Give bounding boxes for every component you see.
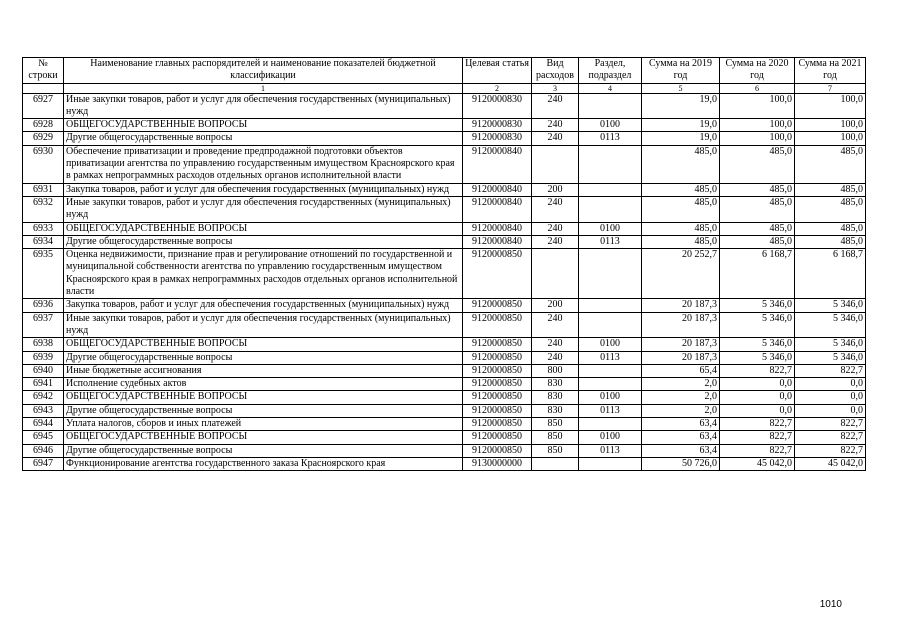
expense-type-cell: 240: [532, 312, 579, 338]
target-article-cell: 9120000830: [463, 132, 532, 145]
sum-2020-cell: 822,7: [720, 444, 795, 457]
row-number-cell: 6929: [23, 132, 64, 145]
sum-2019-cell: 65,4: [642, 364, 720, 377]
expense-type-cell: [532, 249, 579, 299]
sum-2021-cell: 822,7: [795, 364, 866, 377]
table-row: [23, 338, 866, 351]
target-article-cell: 9120000850: [463, 364, 532, 377]
sum-2020-cell: 5 346,0: [720, 338, 795, 351]
col-header-exptype: Вид расходов: [532, 58, 579, 84]
sum-2020-cell: 5 346,0: [720, 351, 795, 364]
sum-2021-cell: 5 346,0: [795, 338, 866, 351]
expense-type-cell: 240: [532, 351, 579, 364]
row-number-cell: 6943: [23, 404, 64, 417]
sum-2019-cell: 485,0: [642, 183, 720, 196]
section-cell: [579, 378, 642, 391]
sum-2020-cell: 822,7: [720, 431, 795, 444]
sum-2019-cell: 20 187,3: [642, 312, 720, 338]
expense-type-cell: 850: [532, 418, 579, 431]
target-article-cell: 9120000830: [463, 93, 532, 119]
column-number-row: [23, 83, 866, 93]
row-name-cell: Другие общегосударственные вопросы: [64, 132, 463, 145]
row-number-cell: 6944: [23, 418, 64, 431]
sum-2020-cell: 100,0: [720, 93, 795, 119]
sum-2019-cell: 63,4: [642, 444, 720, 457]
sum-2020-cell: 5 346,0: [720, 312, 795, 338]
header-row: [23, 58, 866, 84]
section-cell: [579, 145, 642, 183]
row-name-cell: Оценка недвижимости, признание прав и регулирование отношений по государственной и муниципальной собственности агентства по управлению государственным имуществом Красноярского края в рамках непрограммных расходов отдельных органов исполнительной власти: [64, 249, 463, 299]
table-row: [23, 249, 866, 299]
sum-2021-cell: 5 346,0: [795, 299, 866, 312]
sum-2019-cell: 2,0: [642, 404, 720, 417]
sum-2019-cell: 485,0: [642, 196, 720, 222]
row-number-cell: 6945: [23, 431, 64, 444]
sum-2021-cell: 5 346,0: [795, 312, 866, 338]
sum-2021-cell: 0,0: [795, 378, 866, 391]
row-number-cell: 6930: [23, 145, 64, 183]
target-article-cell: 9120000840: [463, 196, 532, 222]
section-cell: 0100: [579, 391, 642, 404]
sum-2020-cell: 100,0: [720, 132, 795, 145]
sum-2021-cell: 100,0: [795, 93, 866, 119]
sum-2021-cell: 0,0: [795, 391, 866, 404]
column-number: 6: [720, 83, 795, 93]
row-number-cell: 6938: [23, 338, 64, 351]
sum-2020-cell: 822,7: [720, 418, 795, 431]
sum-2021-cell: 6 168,7: [795, 249, 866, 299]
expense-type-cell: 850: [532, 444, 579, 457]
col-header-sum-2021: Сумма на 2021 год: [795, 58, 866, 84]
col-header-target: Целевая статья: [463, 58, 532, 84]
table-row: [23, 364, 866, 377]
sum-2021-cell: 100,0: [795, 132, 866, 145]
section-cell: [579, 183, 642, 196]
table-row: [23, 183, 866, 196]
row-name-cell: Закупка товаров, работ и услуг для обеспечения государственных (муниципальных) нужд: [64, 183, 463, 196]
row-name-cell: Другие общегосударственные вопросы: [64, 444, 463, 457]
target-article-cell: 9120000850: [463, 431, 532, 444]
target-article-cell: 9120000850: [463, 249, 532, 299]
table-row: [23, 351, 866, 364]
expense-type-cell: [532, 145, 579, 183]
row-name-cell: ОБЩЕГОСУДАРСТВЕННЫЕ ВОПРОСЫ: [64, 119, 463, 132]
sum-2019-cell: 20 187,3: [642, 338, 720, 351]
target-article-cell: 9120000830: [463, 119, 532, 132]
column-number: 1: [64, 83, 463, 93]
budget-table: [22, 57, 866, 471]
sum-2019-cell: 20 252,7: [642, 249, 720, 299]
table-row: [23, 378, 866, 391]
sum-2021-cell: 485,0: [795, 235, 866, 248]
section-cell: [579, 249, 642, 299]
expense-type-cell: 200: [532, 299, 579, 312]
sum-2019-cell: 19,0: [642, 132, 720, 145]
target-article-cell: 9120000850: [463, 391, 532, 404]
table-row: [23, 132, 866, 145]
expense-type-cell: 830: [532, 404, 579, 417]
sum-2019-cell: 63,4: [642, 431, 720, 444]
expense-type-cell: 240: [532, 93, 579, 119]
row-name-cell: Иные закупки товаров, работ и услуг для обеспечения государственных (муниципальных) нужд: [64, 196, 463, 222]
row-name-cell: Обеспечение приватизации и проведение предпродажной подготовки объектов приватизации агентства по управлению государственным имуществом Красноярского края в рамках непрограммных расходов отдельных органов исполнительной власти: [64, 145, 463, 183]
expense-type-cell: 240: [532, 235, 579, 248]
table-row: [23, 196, 866, 222]
row-number-cell: 6947: [23, 457, 64, 470]
page-number: 1010: [819, 599, 842, 610]
column-number: 2: [463, 83, 532, 93]
col-header-sum-2020: Сумма на 2020 год: [720, 58, 795, 84]
section-cell: [579, 196, 642, 222]
target-article-cell: 9120000850: [463, 378, 532, 391]
row-name-cell: ОБЩЕГОСУДАРСТВЕННЫЕ ВОПРОСЫ: [64, 391, 463, 404]
row-name-cell: Другие общегосударственные вопросы: [64, 351, 463, 364]
expense-type-cell: 240: [532, 338, 579, 351]
row-number-cell: 6941: [23, 378, 64, 391]
row-name-cell: ОБЩЕГОСУДАРСТВЕННЫЕ ВОПРОСЫ: [64, 338, 463, 351]
row-name-cell: ОБЩЕГОСУДАРСТВЕННЫЕ ВОПРОСЫ: [64, 222, 463, 235]
sum-2019-cell: 19,0: [642, 93, 720, 119]
section-cell: [579, 312, 642, 338]
expense-type-cell: 200: [532, 183, 579, 196]
section-cell: 0100: [579, 119, 642, 132]
expense-type-cell: [532, 457, 579, 470]
target-article-cell: 9120000840: [463, 145, 532, 183]
section-cell: 0100: [579, 222, 642, 235]
sum-2019-cell: 20 187,3: [642, 351, 720, 364]
row-number-cell: 6940: [23, 364, 64, 377]
sum-2021-cell: 5 346,0: [795, 351, 866, 364]
target-article-cell: 9120000850: [463, 444, 532, 457]
table-row: [23, 457, 866, 470]
row-name-cell: Иные бюджетные ассигнования: [64, 364, 463, 377]
target-article-cell: 9120000850: [463, 299, 532, 312]
table-row: [23, 145, 866, 183]
row-name-cell: Уплата налогов, сборов и иных платежей: [64, 418, 463, 431]
section-cell: [579, 457, 642, 470]
table-row: [23, 93, 866, 119]
sum-2020-cell: 485,0: [720, 222, 795, 235]
row-name-cell: Функционирование агентства государственного заказа Красноярского края: [64, 457, 463, 470]
row-name-cell: Иные закупки товаров, работ и услуг для обеспечения государственных (муниципальных) нужд: [64, 312, 463, 338]
row-number-cell: 6928: [23, 119, 64, 132]
section-cell: 0100: [579, 338, 642, 351]
sum-2020-cell: 0,0: [720, 404, 795, 417]
sum-2020-cell: 5 346,0: [720, 299, 795, 312]
column-number: 3: [532, 83, 579, 93]
table-row: [23, 431, 866, 444]
section-cell: 0113: [579, 404, 642, 417]
col-header-name: Наименование главных распорядителей и наименование показателей бюджетной классификации: [64, 58, 463, 84]
sum-2021-cell: 100,0: [795, 119, 866, 132]
column-number: 4: [579, 83, 642, 93]
sum-2021-cell: 485,0: [795, 196, 866, 222]
section-cell: [579, 93, 642, 119]
table-row: [23, 222, 866, 235]
sum-2019-cell: 485,0: [642, 222, 720, 235]
row-number-cell: 6932: [23, 196, 64, 222]
row-number-cell: 6931: [23, 183, 64, 196]
sum-2021-cell: 822,7: [795, 444, 866, 457]
sum-2021-cell: 822,7: [795, 418, 866, 431]
table-row: [23, 299, 866, 312]
row-name-cell: ОБЩЕГОСУДАРСТВЕННЫЕ ВОПРОСЫ: [64, 431, 463, 444]
col-header-sum-2019: Сумма на 2019 год: [642, 58, 720, 84]
target-article-cell: 9130000000: [463, 457, 532, 470]
section-cell: [579, 418, 642, 431]
section-cell: 0113: [579, 132, 642, 145]
table-row: [23, 404, 866, 417]
row-name-cell: Исполнение судебных актов: [64, 378, 463, 391]
row-number-cell: 6942: [23, 391, 64, 404]
sum-2019-cell: 63,4: [642, 418, 720, 431]
expense-type-cell: 800: [532, 364, 579, 377]
row-number-cell: 6934: [23, 235, 64, 248]
column-number-blank: [23, 83, 64, 93]
sum-2020-cell: 6 168,7: [720, 249, 795, 299]
table-row: [23, 235, 866, 248]
row-name-cell: Другие общегосударственные вопросы: [64, 404, 463, 417]
sum-2020-cell: 100,0: [720, 119, 795, 132]
sum-2020-cell: 485,0: [720, 235, 795, 248]
table-row: [23, 391, 866, 404]
expense-type-cell: 240: [532, 132, 579, 145]
row-name-cell: Другие общегосударственные вопросы: [64, 235, 463, 248]
sum-2019-cell: 19,0: [642, 119, 720, 132]
target-article-cell: 9120000850: [463, 338, 532, 351]
table-row: [23, 418, 866, 431]
col-header-no: № строки: [23, 58, 64, 84]
target-article-cell: 9120000850: [463, 418, 532, 431]
row-number-cell: 6935: [23, 249, 64, 299]
sum-2020-cell: 0,0: [720, 391, 795, 404]
column-number: 5: [642, 83, 720, 93]
row-number-cell: 6937: [23, 312, 64, 338]
col-header-section: Раздел, подраздел: [579, 58, 642, 84]
row-name-cell: Иные закупки товаров, работ и услуг для обеспечения государственных (муниципальных) нужд: [64, 93, 463, 119]
column-number: 7: [795, 83, 866, 93]
section-cell: [579, 299, 642, 312]
target-article-cell: 9120000840: [463, 235, 532, 248]
table-row: [23, 119, 866, 132]
target-article-cell: 9120000840: [463, 183, 532, 196]
sum-2021-cell: 485,0: [795, 145, 866, 183]
sum-2020-cell: 485,0: [720, 196, 795, 222]
section-cell: 0113: [579, 235, 642, 248]
section-cell: [579, 364, 642, 377]
sum-2021-cell: 485,0: [795, 222, 866, 235]
sum-2021-cell: 45 042,0: [795, 457, 866, 470]
sum-2021-cell: 822,7: [795, 431, 866, 444]
row-number-cell: 6939: [23, 351, 64, 364]
sum-2019-cell: 485,0: [642, 145, 720, 183]
sum-2020-cell: 485,0: [720, 145, 795, 183]
expense-type-cell: 240: [532, 222, 579, 235]
row-number-cell: 6946: [23, 444, 64, 457]
sum-2019-cell: 2,0: [642, 391, 720, 404]
target-article-cell: 9120000850: [463, 404, 532, 417]
target-article-cell: 9120000850: [463, 312, 532, 338]
sum-2019-cell: 20 187,3: [642, 299, 720, 312]
sum-2019-cell: 485,0: [642, 235, 720, 248]
table-row: [23, 312, 866, 338]
section-cell: 0113: [579, 351, 642, 364]
row-number-cell: 6933: [23, 222, 64, 235]
table-body: [23, 93, 866, 471]
sum-2020-cell: 0,0: [720, 378, 795, 391]
expense-type-cell: 830: [532, 391, 579, 404]
sum-2021-cell: 0,0: [795, 404, 866, 417]
table-row: [23, 444, 866, 457]
row-number-cell: 6927: [23, 93, 64, 119]
section-cell: 0113: [579, 444, 642, 457]
expense-type-cell: 240: [532, 119, 579, 132]
section-cell: 0100: [579, 431, 642, 444]
sum-2020-cell: 485,0: [720, 183, 795, 196]
target-article-cell: 9120000840: [463, 222, 532, 235]
sum-2020-cell: 822,7: [720, 364, 795, 377]
expense-type-cell: 240: [532, 196, 579, 222]
sum-2019-cell: 2,0: [642, 378, 720, 391]
row-number-cell: 6936: [23, 299, 64, 312]
sum-2020-cell: 45 042,0: [720, 457, 795, 470]
expense-type-cell: 830: [532, 378, 579, 391]
sum-2021-cell: 485,0: [795, 183, 866, 196]
target-article-cell: 9120000850: [463, 351, 532, 364]
row-name-cell: Закупка товаров, работ и услуг для обеспечения государственных (муниципальных) нужд: [64, 299, 463, 312]
sum-2019-cell: 50 726,0: [642, 457, 720, 470]
expense-type-cell: 850: [532, 431, 579, 444]
